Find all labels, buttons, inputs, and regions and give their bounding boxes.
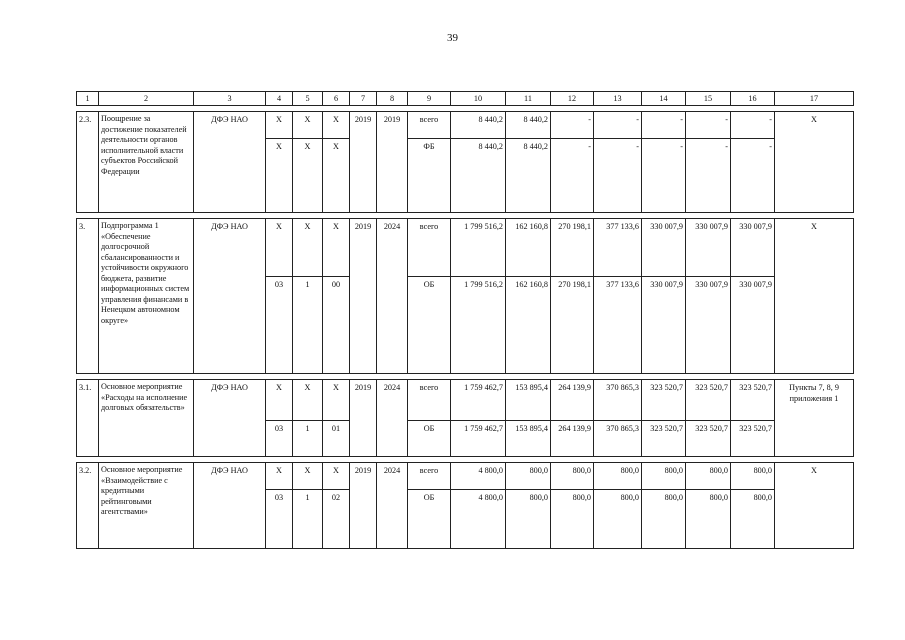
item-name: Поощрение за достижение показателей деятельности органов исполнительной власти субъектов Российской Федерации (99, 112, 194, 213)
value-cell: 800,0 (506, 463, 551, 490)
funding-source: ОБ (408, 490, 451, 549)
code-cell: Х (323, 463, 350, 490)
header-row (77, 92, 854, 106)
value-cell: - (686, 112, 731, 139)
value-cell: 323 520,7 (731, 421, 775, 457)
item-name: Основное мероприятие «Взаимодействие с кредитными рейтинговыми агентствами» (99, 463, 194, 549)
value-cell: 330 007,9 (642, 277, 686, 374)
value-cell: - (731, 112, 775, 139)
value-cell: 8 440,2 (506, 112, 551, 139)
header-cell: 2 (99, 92, 194, 106)
value-cell: 800,0 (731, 463, 775, 490)
value-cell: 1 799 516,2 (451, 277, 506, 374)
funding-source: всего (408, 463, 451, 490)
header-cell: 11 (506, 92, 551, 106)
header-cell: 13 (594, 92, 642, 106)
code-cell: 01 (323, 421, 350, 457)
code-cell: Х (266, 112, 293, 139)
value-cell: - (551, 112, 594, 139)
value-cell: 370 865,3 (594, 421, 642, 457)
value-cell: 323 520,7 (642, 421, 686, 457)
code-cell: Х (266, 463, 293, 490)
value-cell: 8 440,2 (451, 139, 506, 213)
code-cell: Х (293, 139, 323, 213)
note-cell: Х (775, 463, 854, 549)
value-cell: 800,0 (551, 463, 594, 490)
value-cell: 4 800,0 (451, 463, 506, 490)
header-cell: 4 (266, 92, 293, 106)
code-cell: 1 (293, 421, 323, 457)
code-cell: Х (266, 219, 293, 277)
year-end: 2024 (377, 219, 408, 374)
value-cell: 800,0 (594, 490, 642, 549)
value-cell: 264 139,9 (551, 421, 594, 457)
value-cell: 1 799 516,2 (451, 219, 506, 277)
item-number: 2.3. (77, 112, 99, 213)
value-cell: - (686, 139, 731, 213)
table-row (77, 219, 854, 277)
code-cell: 1 (293, 277, 323, 374)
table-row (77, 463, 854, 490)
header-cell: 14 (642, 92, 686, 106)
code-cell: Х (293, 463, 323, 490)
value-cell: 800,0 (642, 463, 686, 490)
year-end: 2024 (377, 380, 408, 457)
header-cell: 6 (323, 92, 350, 106)
value-cell: 8 440,2 (506, 139, 551, 213)
year-start: 2019 (350, 463, 377, 549)
value-cell: 800,0 (551, 490, 594, 549)
header-cell: 17 (775, 92, 854, 106)
year-start: 2019 (350, 219, 377, 374)
code-cell: Х (323, 112, 350, 139)
funding-source: всего (408, 219, 451, 277)
value-cell: 153 895,4 (506, 421, 551, 457)
header-cell: 15 (686, 92, 731, 106)
header-cell: 5 (293, 92, 323, 106)
value-cell: - (594, 139, 642, 213)
note-cell: Пункты 7, 8, 9 приложения 1 (775, 380, 854, 457)
year-start: 2019 (350, 380, 377, 457)
value-cell: 323 520,7 (642, 380, 686, 421)
value-cell: 1 759 462,7 (451, 421, 506, 457)
code-cell: Х (293, 112, 323, 139)
item-name: Основное мероприятие «Расходы на исполнение долговых обязательств» (99, 380, 194, 457)
value-cell: 800,0 (594, 463, 642, 490)
value-cell: 377 133,6 (594, 277, 642, 374)
header-cell: 3 (194, 92, 266, 106)
header-cell: 1 (77, 92, 99, 106)
item-number: 3. (77, 219, 99, 374)
value-cell: 330 007,9 (731, 277, 775, 374)
value-cell: 270 198,1 (551, 219, 594, 277)
code-cell: 03 (266, 490, 293, 549)
value-cell: 270 198,1 (551, 277, 594, 374)
code-cell: Х (266, 139, 293, 213)
page-number: 39 (447, 32, 458, 44)
value-cell: 323 520,7 (686, 421, 731, 457)
budget-table (76, 91, 854, 549)
table-row (77, 380, 854, 421)
header-cell: 12 (551, 92, 594, 106)
funding-source: ФБ (408, 139, 451, 213)
code-cell: 02 (323, 490, 350, 549)
value-cell: 4 800,0 (451, 490, 506, 549)
value-cell: 330 007,9 (686, 219, 731, 277)
funding-source: всего (408, 380, 451, 421)
value-cell: - (551, 139, 594, 213)
code-cell: Х (323, 139, 350, 213)
executor: ДФЭ НАО (194, 112, 266, 213)
value-cell: 800,0 (686, 463, 731, 490)
header-cell: 10 (451, 92, 506, 106)
code-cell: Х (323, 380, 350, 421)
header-cell: 9 (408, 92, 451, 106)
value-cell: 323 520,7 (731, 380, 775, 421)
value-cell: - (642, 112, 686, 139)
value-cell: 800,0 (506, 490, 551, 549)
code-cell: Х (266, 380, 293, 421)
value-cell: 153 895,4 (506, 380, 551, 421)
value-cell: 800,0 (686, 490, 731, 549)
header-cell: 7 (350, 92, 377, 106)
funding-source: ОБ (408, 277, 451, 374)
year-start: 2019 (350, 112, 377, 213)
executor: ДФЭ НАО (194, 463, 266, 549)
note-cell: Х (775, 219, 854, 374)
year-end: 2019 (377, 112, 408, 213)
value-cell: - (594, 112, 642, 139)
table-row (77, 112, 854, 139)
value-cell: 162 160,8 (506, 277, 551, 374)
value-cell: 330 007,9 (642, 219, 686, 277)
value-cell: - (642, 139, 686, 213)
code-cell: 00 (323, 277, 350, 374)
funding-source: ОБ (408, 421, 451, 457)
value-cell: 800,0 (731, 490, 775, 549)
code-cell: Х (323, 219, 350, 277)
year-end: 2024 (377, 463, 408, 549)
value-cell: 162 160,8 (506, 219, 551, 277)
value-cell: 330 007,9 (686, 277, 731, 374)
executor: ДФЭ НАО (194, 219, 266, 374)
funding-source: всего (408, 112, 451, 139)
value-cell: 330 007,9 (731, 219, 775, 277)
item-number: 3.1. (77, 380, 99, 457)
header-cell: 16 (731, 92, 775, 106)
item-name: Подпрограмма 1 «Обеспечение долгосрочной сбалансированности и устойчивости окружного бюджета, развитие информационных систем управления финансами в Ненецком автономном округе» (99, 219, 194, 374)
code-cell: 1 (293, 490, 323, 549)
value-cell: - (731, 139, 775, 213)
executor: ДФЭ НАО (194, 380, 266, 457)
value-cell: 8 440,2 (451, 112, 506, 139)
header-cell: 8 (377, 92, 408, 106)
note-cell: Х (775, 112, 854, 213)
value-cell: 370 865,3 (594, 380, 642, 421)
value-cell: 264 139,9 (551, 380, 594, 421)
code-cell: Х (293, 380, 323, 421)
value-cell: 800,0 (642, 490, 686, 549)
code-cell: 03 (266, 277, 293, 374)
value-cell: 377 133,6 (594, 219, 642, 277)
value-cell: 323 520,7 (686, 380, 731, 421)
value-cell: 1 759 462,7 (451, 380, 506, 421)
code-cell: Х (293, 219, 323, 277)
item-number: 3.2. (77, 463, 99, 549)
code-cell: 03 (266, 421, 293, 457)
